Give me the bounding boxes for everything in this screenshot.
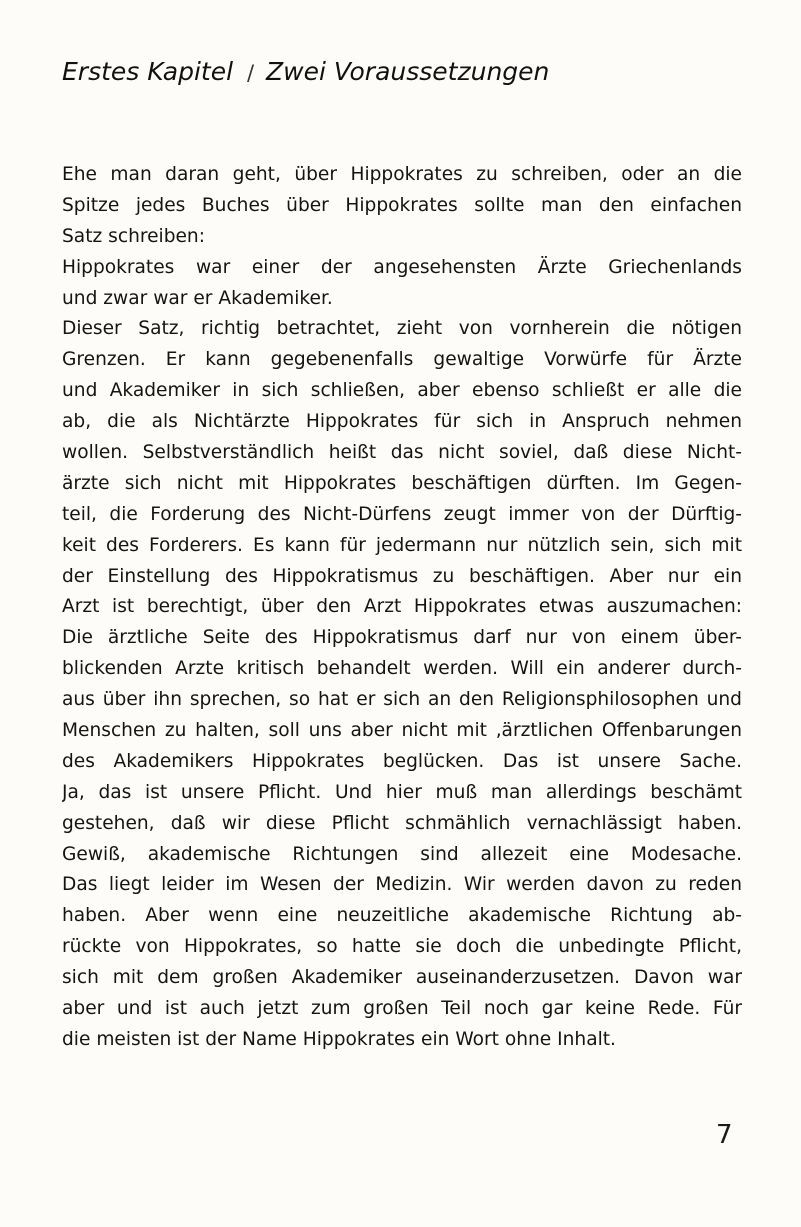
text-line: rückte von Hippokrates, so hatte sie doch die unbedingte Pflicht, (62, 936, 742, 958)
text-line: Grenzen. Er kann gegebenenfalls gewaltige Vorwürfe für Ärzte (62, 349, 742, 371)
text-line: und Akademiker in sich schließen, aber ebenso schließt er alle die (62, 380, 742, 402)
text-line: Hippokrates war einer der angesehensten Ärzte Griechenlands (62, 256, 742, 278)
text-line: Das liegt leider im Wesen der Medizin. Wir werden davon zu reden (62, 874, 742, 896)
text-line: haben. Aber wenn eine neuzeitliche akademische Richtung ab- (62, 905, 742, 927)
text-line: Ehe man daran geht, über Hippokrates zu schreiben, oder an die (62, 164, 742, 185)
page-number: 7 (716, 1120, 733, 1150)
text-line: gestehen, daß wir diese Pflicht schmählich vernachlässigt haben. (62, 812, 742, 834)
text-line: aber und ist auch jetzt zum großen Teil noch gar keine Rede. Für (62, 998, 742, 1020)
text-line: teil, die Forderung des Nicht-Dürfens zeugt immer von der Dürftig- (62, 503, 742, 525)
running-head (62, 57, 549, 86)
text-line: Satz schreiben: (62, 225, 205, 247)
text-line: keit des Forderers. Es kann für jedermann nur nützlich sein, sich mit (62, 534, 742, 556)
chapter-title: Zwei Voraussetzungen (266, 57, 550, 86)
text-line: Menschen zu halten, soll uns aber nicht mit ‚ärztlichen Offenbarungen (62, 720, 742, 742)
text-line: und zwar war er Akademiker. (62, 287, 333, 309)
chapter-label: Erstes Kapitel (62, 57, 234, 86)
text-line: ärzte sich nicht mit Hippokrates beschäftigen dürften. Im Gegen- (62, 472, 742, 494)
text-line: sich mit dem großen Akademiker auseinanderzusetzen. Davon war (62, 967, 742, 989)
text-line: Die ärztliche Seite des Hippokratismus darf nur von einem über- (62, 627, 742, 649)
body-text (62, 160, 742, 1056)
text-line: wollen. Selbstverständlich heißt das nicht soviel, daß diese Nicht- (62, 442, 742, 464)
text-line: der Einstellung des Hippokratismus zu beschäftigen. Aber nur ein (62, 565, 742, 587)
text-line: Dieser Satz, richtig betrachtet, zieht von vornherein die nötigen (62, 318, 742, 340)
text-line: Ja, das ist unsere Pflicht. Und hier muß man allerdings beschämt (62, 781, 742, 803)
text-line: blickenden Arzte kritisch behandelt werden. Will ein anderer durch- (62, 658, 742, 680)
text-line: die meisten ist der Name Hippokrates ein Wort ohne Inhalt. (62, 1028, 616, 1050)
text-line: Spitze jedes Buches über Hippokrates sollte man den einfachen (62, 194, 742, 216)
text-line: Arzt ist berechtigt, über den Arzt Hippokrates etwas auszumachen: (62, 596, 742, 618)
header-separator: / (246, 61, 255, 85)
text-line: ab, die als Nichtärzte Hippokrates für sich in Anspruch nehmen (62, 411, 742, 433)
text-line: Gewiß, akademische Richtungen sind allezeit eine Modesache. (62, 843, 742, 865)
text-line: aus über ihn sprechen, so hat er sich an den Religionsphilosophen und (62, 689, 742, 711)
text-line: des Akademikers Hippokrates beglücken. Das ist unsere Sache. (62, 750, 742, 772)
